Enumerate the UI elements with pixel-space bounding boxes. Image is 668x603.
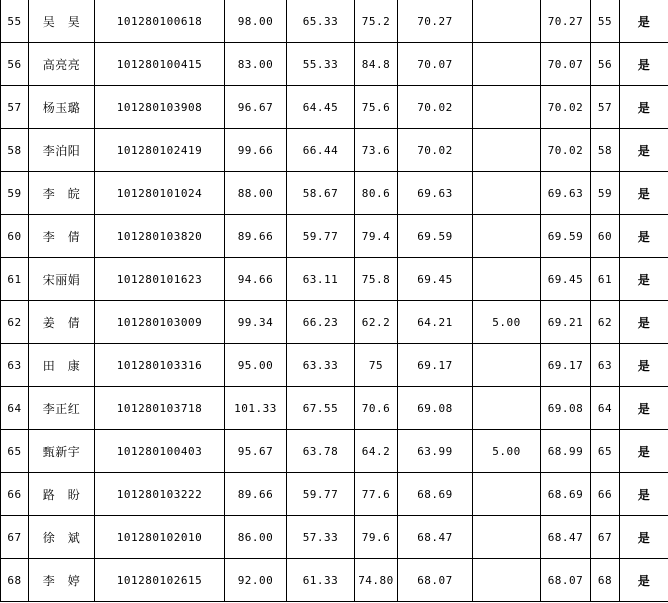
row-index-cell: 64	[1, 387, 29, 430]
table-row	[1, 43, 668, 86]
total-score-cell: 68.07	[541, 559, 591, 602]
candidate-name-cell: 杨玉璐	[29, 86, 95, 129]
rank-cell: 63	[591, 344, 620, 387]
qualified-flag-cell: 是	[620, 258, 668, 301]
exam-id-cell: 101280102010	[95, 516, 225, 559]
composite-score-cell: 69.17	[398, 344, 473, 387]
row-index-cell: 65	[1, 430, 29, 473]
interview-score-cell: 75.8	[355, 258, 398, 301]
total-score-cell: 69.63	[541, 172, 591, 215]
composite-score-cell: 64.21	[398, 301, 473, 344]
written-converted-score-cell: 64.45	[287, 86, 355, 129]
exam-id-cell: 101280102419	[95, 129, 225, 172]
written-score-cell: 99.34	[225, 301, 287, 344]
candidate-name-cell: 李 倩	[29, 215, 95, 258]
exam-id-cell: 101280103718	[95, 387, 225, 430]
exam-id-cell: 101280103908	[95, 86, 225, 129]
rank-cell: 56	[591, 43, 620, 86]
bonus-points-cell	[473, 344, 541, 387]
table-row	[1, 172, 668, 215]
composite-score-cell: 68.47	[398, 516, 473, 559]
candidate-name-cell: 李正红	[29, 387, 95, 430]
candidate-name-cell: 路 盼	[29, 473, 95, 516]
interview-score-cell: 74.80	[355, 559, 398, 602]
rank-cell: 62	[591, 301, 620, 344]
candidate-name-cell: 徐 斌	[29, 516, 95, 559]
candidate-name-cell: 宋丽娟	[29, 258, 95, 301]
rank-cell: 58	[591, 129, 620, 172]
rank-cell: 59	[591, 172, 620, 215]
written-converted-score-cell: 61.33	[287, 559, 355, 602]
written-score-cell: 101.33	[225, 387, 287, 430]
written-score-cell: 83.00	[225, 43, 287, 86]
total-score-cell: 69.45	[541, 258, 591, 301]
composite-score-cell: 68.69	[398, 473, 473, 516]
total-score-cell: 69.08	[541, 387, 591, 430]
interview-score-cell: 62.2	[355, 301, 398, 344]
row-index-cell: 59	[1, 172, 29, 215]
total-score-cell: 70.02	[541, 129, 591, 172]
written-converted-score-cell: 55.33	[287, 43, 355, 86]
table-row	[1, 473, 668, 516]
bonus-points-cell	[473, 559, 541, 602]
interview-score-cell: 77.6	[355, 473, 398, 516]
total-score-cell: 70.07	[541, 43, 591, 86]
row-index-cell: 57	[1, 86, 29, 129]
row-index-cell: 67	[1, 516, 29, 559]
total-score-cell: 68.47	[541, 516, 591, 559]
rank-cell: 61	[591, 258, 620, 301]
exam-id-cell: 101280100415	[95, 43, 225, 86]
written-converted-score-cell: 59.77	[287, 215, 355, 258]
qualified-flag-cell: 是	[620, 516, 668, 559]
exam-id-cell: 101280103820	[95, 215, 225, 258]
row-index-cell: 63	[1, 344, 29, 387]
interview-score-cell: 70.6	[355, 387, 398, 430]
total-score-cell: 69.21	[541, 301, 591, 344]
table-body	[1, 0, 668, 602]
written-score-cell: 89.66	[225, 473, 287, 516]
written-converted-score-cell: 67.55	[287, 387, 355, 430]
qualified-flag-cell: 是	[620, 344, 668, 387]
bonus-points-cell: 5.00	[473, 430, 541, 473]
written-score-cell: 99.66	[225, 129, 287, 172]
rank-cell: 57	[591, 86, 620, 129]
composite-score-cell: 68.07	[398, 559, 473, 602]
written-converted-score-cell: 63.78	[287, 430, 355, 473]
total-score-cell: 68.99	[541, 430, 591, 473]
rank-cell: 68	[591, 559, 620, 602]
qualified-flag-cell: 是	[620, 301, 668, 344]
row-index-cell: 55	[1, 0, 29, 43]
written-converted-score-cell: 66.44	[287, 129, 355, 172]
candidate-name-cell: 姜 倩	[29, 301, 95, 344]
interview-score-cell: 75	[355, 344, 398, 387]
qualified-flag-cell: 是	[620, 430, 668, 473]
total-score-cell: 69.17	[541, 344, 591, 387]
candidate-name-cell: 田 康	[29, 344, 95, 387]
candidate-name-cell: 高亮亮	[29, 43, 95, 86]
row-index-cell: 60	[1, 215, 29, 258]
interview-score-cell: 64.2	[355, 430, 398, 473]
bonus-points-cell	[473, 258, 541, 301]
composite-score-cell: 63.99	[398, 430, 473, 473]
table-row	[1, 129, 668, 172]
rank-cell: 66	[591, 473, 620, 516]
table-row	[1, 559, 668, 602]
written-converted-score-cell: 63.33	[287, 344, 355, 387]
composite-score-cell: 69.63	[398, 172, 473, 215]
table-row	[1, 344, 668, 387]
exam-id-cell: 101280100618	[95, 0, 225, 43]
qualified-flag-cell: 是	[620, 559, 668, 602]
exam-id-cell: 101280103222	[95, 473, 225, 516]
interview-score-cell: 73.6	[355, 129, 398, 172]
row-index-cell: 58	[1, 129, 29, 172]
exam-id-cell: 101280101623	[95, 258, 225, 301]
bonus-points-cell: 5.00	[473, 301, 541, 344]
rank-cell: 55	[591, 0, 620, 43]
bonus-points-cell	[473, 516, 541, 559]
interview-score-cell: 79.6	[355, 516, 398, 559]
rank-cell: 67	[591, 516, 620, 559]
rank-cell: 64	[591, 387, 620, 430]
composite-score-cell: 70.27	[398, 0, 473, 43]
table-row	[1, 430, 668, 473]
exam-id-cell: 101280101024	[95, 172, 225, 215]
table-row	[1, 86, 668, 129]
candidate-name-cell: 吴 昊	[29, 0, 95, 43]
rank-cell: 60	[591, 215, 620, 258]
table-row	[1, 0, 668, 43]
interview-score-cell: 80.6	[355, 172, 398, 215]
interview-score-cell: 75.6	[355, 86, 398, 129]
qualified-flag-cell: 是	[620, 172, 668, 215]
composite-score-cell: 70.02	[398, 129, 473, 172]
exam-id-cell: 101280102615	[95, 559, 225, 602]
candidate-name-cell: 李 婷	[29, 559, 95, 602]
total-score-cell: 68.69	[541, 473, 591, 516]
qualified-flag-cell: 是	[620, 473, 668, 516]
total-score-cell: 69.59	[541, 215, 591, 258]
written-score-cell: 89.66	[225, 215, 287, 258]
written-score-cell: 95.00	[225, 344, 287, 387]
table-row	[1, 215, 668, 258]
bonus-points-cell	[473, 387, 541, 430]
candidate-name-cell: 李泊阳	[29, 129, 95, 172]
interview-score-cell: 79.4	[355, 215, 398, 258]
row-index-cell: 62	[1, 301, 29, 344]
bonus-points-cell	[473, 215, 541, 258]
qualified-flag-cell: 是	[620, 387, 668, 430]
qualified-flag-cell: 是	[620, 0, 668, 43]
bonus-points-cell	[473, 0, 541, 43]
row-index-cell: 68	[1, 559, 29, 602]
written-score-cell: 98.00	[225, 0, 287, 43]
written-score-cell: 88.00	[225, 172, 287, 215]
written-score-cell: 96.67	[225, 86, 287, 129]
written-converted-score-cell: 65.33	[287, 0, 355, 43]
written-converted-score-cell: 66.23	[287, 301, 355, 344]
bonus-points-cell	[473, 473, 541, 516]
row-index-cell: 56	[1, 43, 29, 86]
exam-id-cell: 101280103009	[95, 301, 225, 344]
composite-score-cell: 69.59	[398, 215, 473, 258]
bonus-points-cell	[473, 172, 541, 215]
composite-score-cell: 70.07	[398, 43, 473, 86]
written-score-cell: 86.00	[225, 516, 287, 559]
written-converted-score-cell: 57.33	[287, 516, 355, 559]
total-score-cell: 70.02	[541, 86, 591, 129]
table-row	[1, 516, 668, 559]
written-score-cell: 95.67	[225, 430, 287, 473]
exam-id-cell: 101280103316	[95, 344, 225, 387]
exam-id-cell: 101280100403	[95, 430, 225, 473]
composite-score-cell: 70.02	[398, 86, 473, 129]
interview-score-cell: 84.8	[355, 43, 398, 86]
rank-cell: 65	[591, 430, 620, 473]
bonus-points-cell	[473, 129, 541, 172]
candidate-name-cell: 甄新宇	[29, 430, 95, 473]
written-score-cell: 92.00	[225, 559, 287, 602]
written-converted-score-cell: 59.77	[287, 473, 355, 516]
bonus-points-cell	[473, 43, 541, 86]
qualified-flag-cell: 是	[620, 215, 668, 258]
bonus-points-cell	[473, 86, 541, 129]
row-index-cell: 61	[1, 258, 29, 301]
candidate-name-cell: 李 皖	[29, 172, 95, 215]
qualified-flag-cell: 是	[620, 86, 668, 129]
qualified-flag-cell: 是	[620, 43, 668, 86]
total-score-cell: 70.27	[541, 0, 591, 43]
table-row	[1, 387, 668, 430]
interview-score-cell: 75.2	[355, 0, 398, 43]
composite-score-cell: 69.45	[398, 258, 473, 301]
row-index-cell: 66	[1, 473, 29, 516]
table-row	[1, 258, 668, 301]
written-score-cell: 94.66	[225, 258, 287, 301]
qualified-flag-cell: 是	[620, 129, 668, 172]
composite-score-cell: 69.08	[398, 387, 473, 430]
written-converted-score-cell: 63.11	[287, 258, 355, 301]
table-row	[1, 301, 668, 344]
written-converted-score-cell: 58.67	[287, 172, 355, 215]
